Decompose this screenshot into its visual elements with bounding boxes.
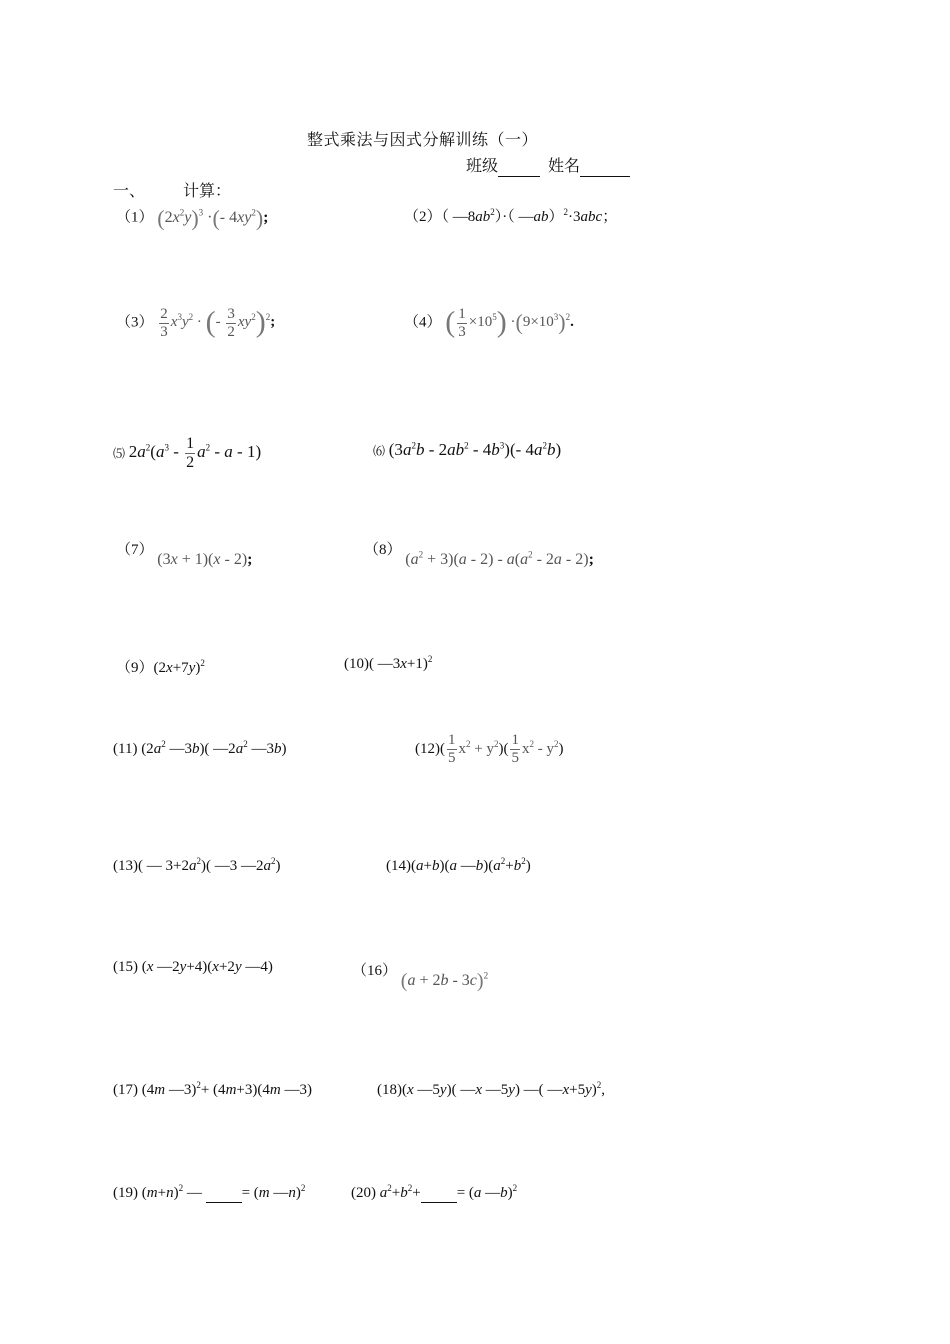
name-label: 姓名 (548, 158, 581, 175)
problem-1-expression: $(2x^2y)^3$ ·(- $4xy^2$); (157, 205, 269, 230)
problem-number: （7） (116, 542, 154, 558)
problem-number: ⑸ (113, 446, 126, 461)
problem-number: (11) (113, 741, 138, 757)
problem-16 (352, 959, 489, 992)
problem-18-expression: (x —5y)( —x —5y) —( —x+5y)$^2$, (402, 1080, 605, 1098)
problem-number: （9） (116, 660, 154, 676)
class-label: 班级 (466, 158, 499, 175)
problem-14-expression: (a+b)(a $—b)(a^2+b^2)$ (411, 856, 531, 874)
problem-20-expression: $a^2+b^2+ = (a$ —b)$^2$ (379, 1183, 518, 1201)
problem-15-expression: (x —2y+4)(x+2y —4) (141, 959, 273, 975)
problem-16-expression: $(a + 2b - 3c)^2$ (400, 969, 489, 992)
section-title: 计算： (183, 183, 232, 200)
problem-9 (116, 656, 205, 677)
problem-14 (386, 858, 531, 875)
problem-13 (113, 858, 280, 875)
problem-7-expression: (3x + 1)(x - 2); (157, 551, 253, 568)
problem-19-expression: $(m+n)^2$ — = (m —n)$^2$ (141, 1183, 306, 1201)
answer-blank[interactable] (421, 1185, 457, 1203)
problem-15 (113, 959, 273, 976)
problem-number: （2） (404, 209, 442, 225)
problem-5 (113, 436, 261, 471)
problem-2-expression: （ $—8ab^2)\cdot$（ —ab）$^2$·3abc； (441, 207, 618, 225)
problem-number: （8） (364, 542, 402, 558)
problem-number: (18) (377, 1082, 402, 1098)
problem-number: (20) (351, 1185, 376, 1201)
problem-20 (351, 1185, 517, 1203)
problem-1 (116, 205, 268, 231)
answer-blank[interactable] (206, 1185, 242, 1203)
problem-13-expression: ( — $3+2a^2$)( —3 $—2a^2$) (138, 856, 281, 874)
problem-12-expression: ( $\frac{1}{5}$ $x^2 + y^2$)( $\frac{1}{5}$ $x^2 - y^2$) (440, 732, 564, 766)
problem-6-expression: $(3a^2b - 2ab^2 - 4b^3)(-$ $4a^2b$) (388, 440, 562, 459)
problem-number: （16） (352, 963, 398, 979)
problem-number: （4） (404, 314, 442, 331)
problem-number: (12) (415, 740, 440, 757)
problem-19 (113, 1185, 305, 1203)
problem-17 (113, 1082, 312, 1099)
problem-17-expression: (4m —3)$^2$+ (4m+3)(4m —3) (141, 1080, 312, 1098)
name-blank[interactable] (580, 158, 630, 177)
problem-11 (113, 741, 286, 758)
problem-4 (404, 306, 574, 340)
problem-9-expression: $(2x+7y)^2$ (153, 658, 205, 676)
problem-2 (404, 205, 617, 226)
problem-number: (19) (113, 1185, 138, 1201)
section-heading (113, 178, 231, 201)
problem-number: (10) (344, 656, 369, 672)
problem-3 (116, 306, 275, 340)
problem-11-expression: ($2a^2$ —3b)( $—2a^2$ —3b) (141, 739, 287, 757)
header-fields (466, 153, 630, 177)
problem-4-expression: ( $\frac{1}{3}$ $\times 10^5) \cdot(9\times 10^3)^2$. (445, 305, 574, 340)
problem-3-expression: $\frac{2}{3}$ $x^3y^2$ · (- $\frac{3}{2}$ $xy^2)^2$; (160, 305, 276, 340)
problem-number: (13) (113, 858, 138, 874)
problem-number: (15) (113, 959, 138, 975)
problem-number: (14) (386, 858, 411, 874)
problem-18 (377, 1082, 605, 1099)
problem-7 (116, 538, 253, 568)
problem-10-expression: ( —3x+1)$^2$ (369, 654, 433, 672)
problem-5-expression: $2a^2(a^3$ - $\frac{1}{2}$ $a^2$ - a - 1) (128, 435, 262, 471)
problem-number: (17) (113, 1082, 138, 1098)
problem-number: （3） (116, 314, 154, 331)
problem-8-expression: $(a^2 + 3)(a - 2) - a(a^2 - 2a - 2)$; (405, 549, 594, 568)
problem-number: ⑹ (373, 444, 386, 458)
class-blank[interactable] (498, 158, 540, 177)
problem-10 (344, 656, 432, 673)
problem-12 (415, 733, 563, 766)
problem-8 (364, 538, 594, 568)
problem-number: （1） (116, 209, 154, 226)
problem-6 (373, 440, 561, 460)
section-number: 一、 (113, 183, 146, 200)
page-title: 整式乘法与因式分解训练（一） (307, 132, 539, 149)
